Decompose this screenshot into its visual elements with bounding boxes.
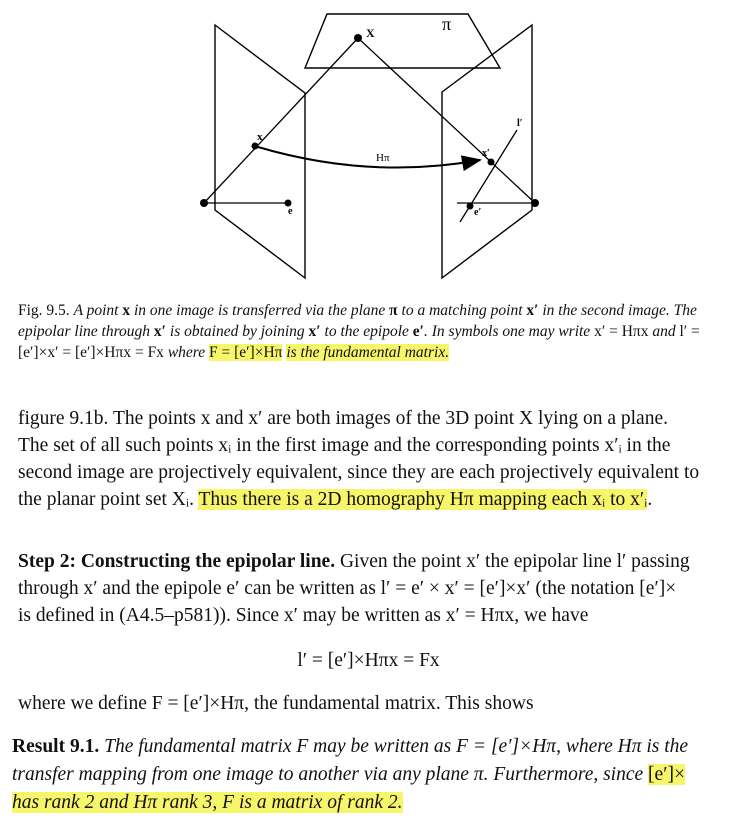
epipolar-diagram [0, 0, 737, 295]
caption-text-2: in one image is transferred via the plane [134, 302, 386, 319]
result-highlight-ex: [e′]× [648, 764, 685, 785]
point-e-prime [467, 203, 474, 210]
point-x-prime [488, 159, 495, 166]
result-line-3 [12, 789, 726, 817]
label-X: X [366, 26, 375, 40]
caption-text-7: . In symbols one may write [424, 323, 591, 340]
caption-text-9: where [167, 344, 206, 361]
caption-eq-3-highlight: F = [e′]×Hπ [209, 344, 283, 361]
step2-line-1 [18, 548, 724, 575]
paragraph-step2 [18, 548, 724, 629]
result-line-2 [12, 761, 726, 789]
caption-x: x [122, 302, 131, 319]
paragraph-homography [18, 405, 724, 513]
homography-arrow [258, 147, 480, 168]
ray-right-center [358, 38, 535, 203]
caption-x-prime-3: x′ [308, 323, 321, 340]
caption-text-6: to the epipole [324, 323, 409, 340]
point-x [252, 143, 259, 150]
step2-line-2: through x′ and the epipole e′ can be written as l′ = e′ × x′ = [e′]×x′ (the notation [e′]× [18, 578, 677, 599]
para1-line-2: The set of all such points xᵢ in the first image and the corresponding points x′ᵢ in the [18, 435, 671, 456]
label-e: e [288, 206, 293, 217]
para1-line-4 [18, 486, 724, 513]
caption-eq-2: l′ = [e′]×x′ = [e′]×Hπx = Fx [18, 323, 700, 361]
camera-center-left [200, 199, 208, 207]
step2-heading: Step 2: Constructing the epipolar line. [18, 551, 336, 572]
result-label: Result 9.1. [12, 736, 100, 757]
display-equation: l′ = [e′]×Hπx = Fx [297, 650, 440, 671]
result-highlight-rank: has rank 2 and Hπ rank 3, F is a matrix of rank 2. [12, 792, 403, 813]
result-line-2-text: transfer mapping from one image to another via any plane π. Furthermore, since [12, 764, 644, 785]
step2-line-1-text: Given the point x′ the epipolar line l′ passing [339, 551, 690, 572]
caption-e-prime: e′ [412, 323, 425, 340]
label-e-prime: e′ [474, 207, 482, 218]
para1-line-1: figure 9.1b. The points x and x′ are both images of the 3D point X lying on a plane. [18, 408, 668, 429]
label-H-pi: Hπ [376, 152, 390, 164]
left-image-plane [215, 25, 305, 278]
caption-x-prime: x′ [526, 302, 539, 319]
paragraph-definition: where we define F = [e′]×Hπ, the fundamental matrix. This shows [18, 693, 534, 714]
para1-line-4c: . [647, 489, 653, 510]
figure-caption [18, 300, 726, 363]
caption-text-1: A point [73, 302, 119, 319]
caption-text-3: to a matching point [401, 302, 523, 319]
caption-fig-label: Fig. 9.5. [18, 302, 70, 319]
caption-x-prime-2: x′ [153, 323, 167, 340]
plane-pi [305, 14, 500, 68]
caption-pi: π [389, 302, 398, 319]
caption-eq-1: x′ = Hπx [594, 323, 649, 340]
caption-text-4: in the second image. The epipolar line through [18, 302, 697, 340]
result-line-1-text: The fundamental matrix F may be written as F = [e′]×Hπ, where Hπ is the [104, 736, 689, 757]
camera-center-right [531, 199, 539, 207]
result-line-1 [12, 733, 726, 761]
label-x: x [257, 131, 263, 143]
step2-line-3: is defined in (A4.5–p581)). Since x′ may be written as x′ = Hπx, we have [18, 605, 589, 626]
caption-text-5: is obtained by joining [169, 323, 305, 340]
para1-line-3: second image are projectively equivalent, since they are each projectively equivalent to [18, 462, 700, 483]
result-9-1 [12, 733, 726, 817]
ray-left-center [204, 38, 358, 203]
caption-text-10-highlight: is the fundamental matrix. [286, 344, 450, 361]
label-x-prime: x′ [482, 148, 490, 159]
point-X [354, 34, 362, 42]
label-l-prime: l′ [517, 118, 523, 129]
para1-line-4a: the planar point set Xᵢ. [18, 489, 194, 510]
para1-highlight-homography: Thus there is a 2D homography Hπ mapping each xᵢ to x′ᵢ [198, 489, 648, 510]
label-pi: π [442, 14, 452, 34]
caption-text-8: and [652, 323, 676, 340]
